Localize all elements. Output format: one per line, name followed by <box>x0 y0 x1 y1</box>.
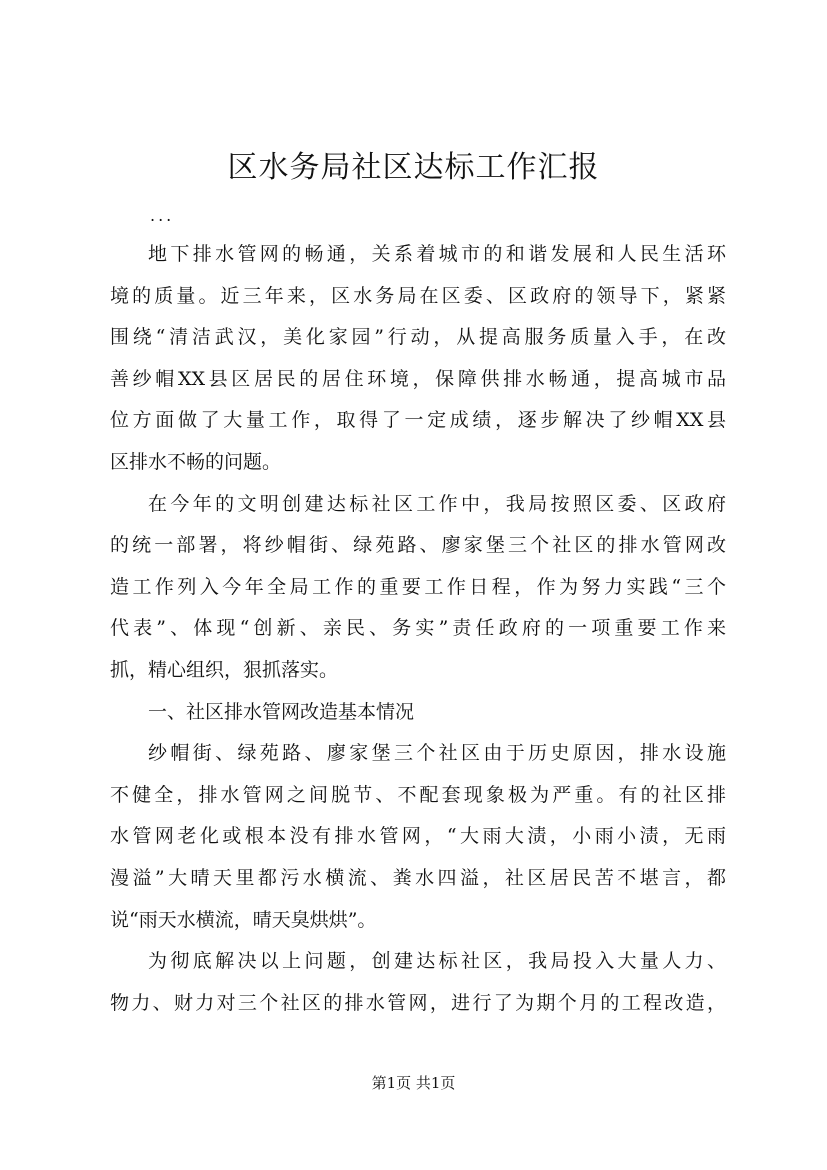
page-footer: 第1页 共1页 <box>371 1074 456 1092</box>
text-line: 抓，精心组织，狠抓落实。 <box>110 658 339 681</box>
text-line: 在今年的文明创建达标社区工作中，我局按照区委、区政府 <box>148 492 726 515</box>
text-line: 代表”、体现“创新、亲民、务实”责任政府的一项重要工作来 <box>110 617 726 640</box>
text-line: 说“雨天水横流，晴天臭烘烘”。 <box>110 908 377 931</box>
text-line: 纱帽街、绿苑路、廖家堡三个社区由于历史原因，排水设施 <box>148 742 726 765</box>
text-line: 水管网老化或根本没有排水管网，“大雨大渍，小雨小渍，无雨 <box>110 825 726 848</box>
text-line: 漫溢”大晴天里都污水横流、粪水四溢，社区居民苦不堪言，都 <box>110 866 726 889</box>
text-line: 区排水不畅的问题。 <box>110 450 282 473</box>
ellipsis-marker: ... <box>150 206 175 225</box>
text-line: 境的质量。近三年来，区水务局在区委、区政府的领导下，紧紧 <box>110 284 726 307</box>
text-line: 围绕“清洁武汉，美化家园”行动，从提高服务质量入手，在改 <box>110 326 726 349</box>
text-line: 造工作列入今年全局工作的重要工作日程，作为努力实践“三个 <box>110 575 726 598</box>
text-line: 物力、财力对三个社区的排水管网，进行了为期个月的工程改造， <box>110 991 726 1014</box>
text-line: 的统一部署，将纱帽街、绿苑路、廖家堡三个社区的排水管网改 <box>110 534 726 557</box>
text-line: 地下排水管网的畅通，关系着城市的和谐发展和人民生活环 <box>148 243 726 265</box>
document-title: 区水务局社区达标工作汇报 <box>227 150 600 185</box>
document-body <box>110 234 726 1024</box>
text-line: 为彻底解决以上问题，创建达标社区，我局投入大量人力、 <box>148 950 726 973</box>
text-line: 善纱帽XX县区居民的居住环境，保障供排水畅通，提高城市品 <box>110 367 726 390</box>
text-line: 一、社区排水管网改造基本情况 <box>148 700 415 723</box>
text-line: 不健全，排水管网之间脱节、不配套现象极为严重。有的社区排 <box>110 783 726 806</box>
text-line: 位方面做了大量工作，取得了一定成绩，逐步解决了纱帽XX县 <box>110 409 726 432</box>
